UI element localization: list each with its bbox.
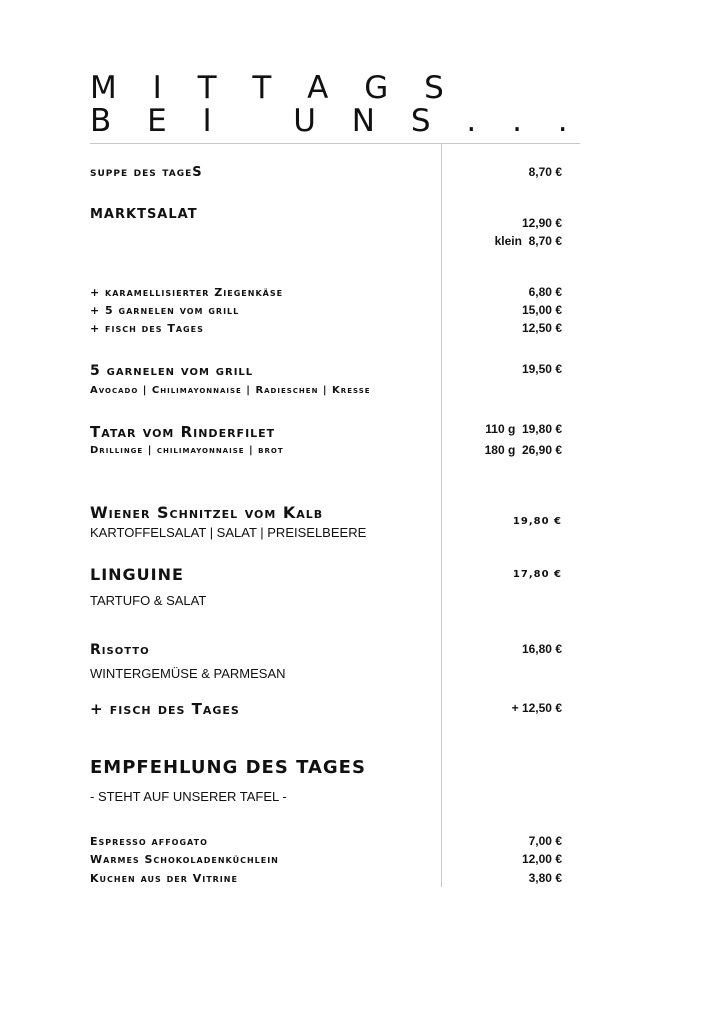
addon-name-garnelen: + 5 garnelen vom grill — [90, 304, 240, 317]
item-price-suppe: 8,70 € — [528, 165, 562, 179]
addon-price-ziegenkaese: 6,80 € — [528, 285, 562, 299]
addon-name-ziegenkaese: + karamellisierter Ziegenkäse — [90, 286, 284, 299]
item-name-empfehlung: EMPFEHLUNG DES TAGES — [90, 757, 366, 778]
item-price-tatar-110: 110 g 19,80 € — [485, 422, 562, 436]
item-name-espresso: Espresso affogato — [90, 835, 208, 848]
item-name-linguine: LINGUINE — [90, 565, 184, 584]
item-desc-schnitzel: KARTOFFELSALAT | SALAT | PREISELBEERE — [90, 525, 367, 540]
addon-price-garnelen: 15,00 € — [521, 303, 562, 317]
horizontal-divider — [90, 143, 580, 144]
item-name-risotto: Risotto — [90, 642, 150, 658]
item-price-schoko: 12,00 € — [521, 852, 562, 866]
item-price-kuchen: 3,80 € — [528, 871, 562, 885]
item-price-marktsalat: 12,90 € — [521, 216, 562, 230]
item-name-marktsalat: MARKTSALAT — [90, 207, 198, 222]
item-price-schnitzel: 19,80 € — [512, 516, 562, 527]
item-name-suppe: suppe des tageS — [90, 165, 203, 180]
item-name-schnitzel: Wiener Schnitzel vom Kalb — [90, 503, 324, 522]
addon-price-fisch: 12,50 € — [521, 321, 562, 335]
item-desc-empfehlung: - STEHT AUF UNSERER TAFEL - — [90, 789, 287, 804]
item-name-kuchen: Kuchen aus der Vitrine — [90, 872, 238, 885]
item-price-garnelen: 19,50 € — [521, 362, 562, 376]
item-price-tatar-180: 180 g 26,90 € — [484, 443, 562, 457]
item-name-fisch-addon: + fisch des Tages — [90, 700, 240, 718]
item-desc-risotto: WINTERGEMÜSE & PARMESAN — [90, 666, 286, 681]
item-price-espresso: 7,00 € — [528, 834, 562, 848]
item-price-linguine: 17,80 € — [512, 569, 562, 580]
item-price-marktsalat-small: klein 8,70 € — [494, 234, 562, 248]
addon-name-fisch: + fisch des Tages — [90, 322, 204, 335]
item-name-garnelen: 5 garnelen vom grill — [90, 363, 254, 379]
menu-title: M I T T A G S B E I U N S . . . — [90, 70, 581, 139]
item-price-fisch-addon: + 12,50 € — [511, 701, 562, 715]
item-name-schoko: Warmes Schokoladenküchlein — [90, 853, 279, 866]
item-price-risotto: 16,80 € — [521, 642, 562, 656]
item-desc-linguine: TARTUFO & SALAT — [90, 593, 207, 608]
item-desc-tatar: Drillinge | chilimayonnaise | brot — [90, 445, 284, 456]
item-name-tatar: Tatar vom Rinderfilet — [90, 423, 276, 441]
vertical-divider — [441, 143, 442, 887]
item-desc-garnelen: Avocado | Chilimayonnaise | Radieschen | Kresse — [90, 385, 371, 396]
